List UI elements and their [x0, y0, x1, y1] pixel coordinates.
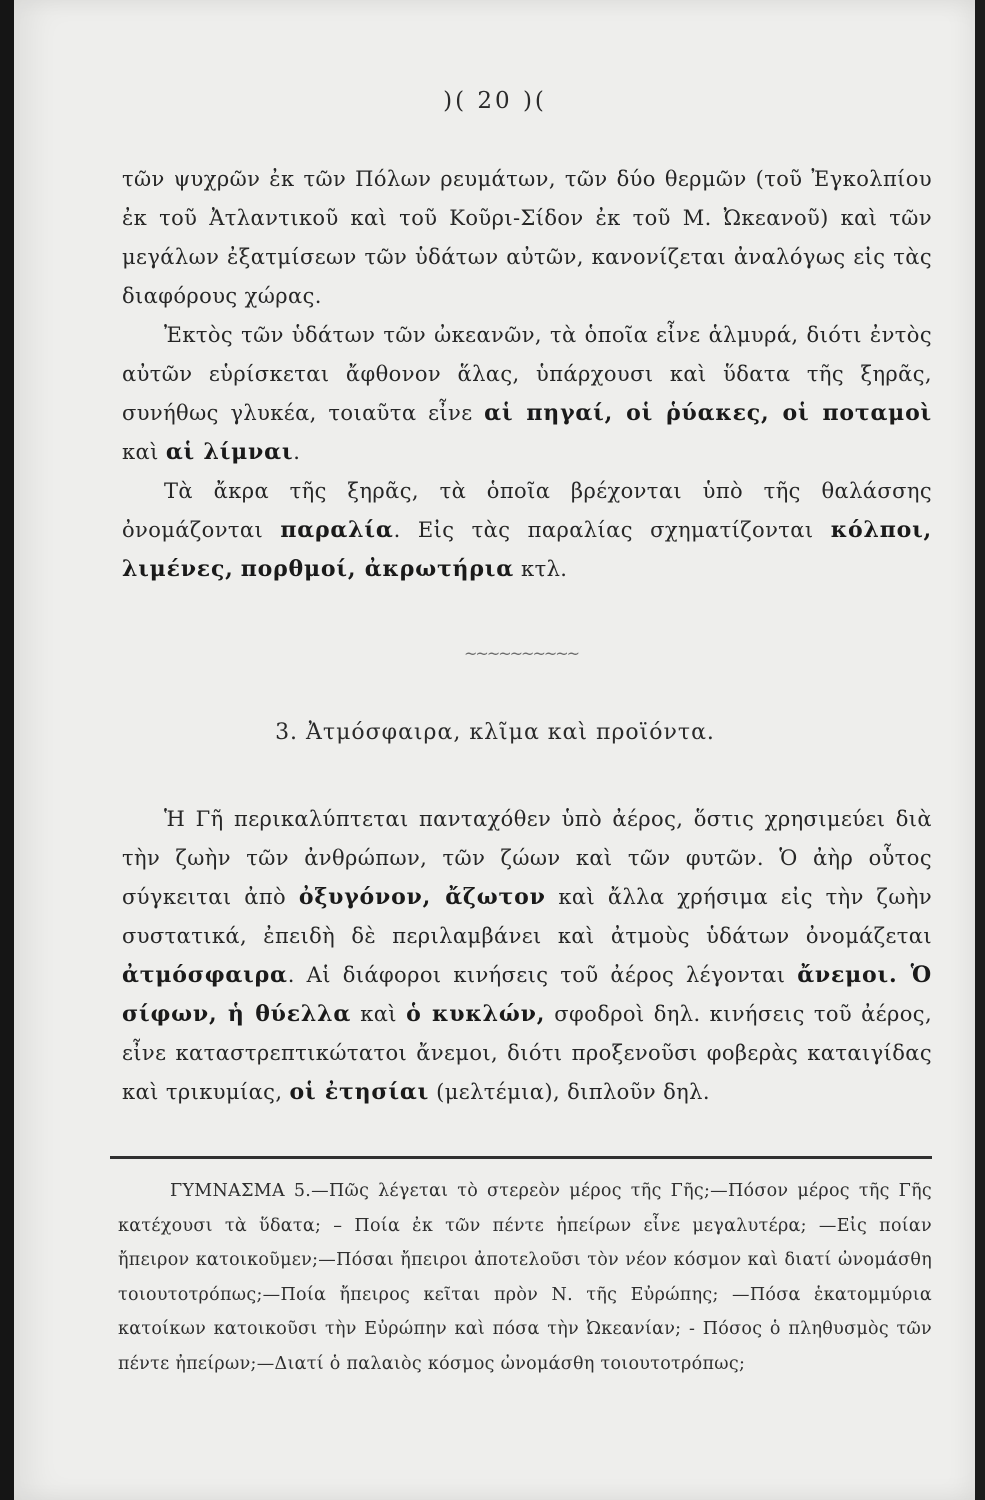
text-fragment: κτλ. — [521, 557, 568, 581]
text-fragment: . Εἰς τὰς παραλίας σχηματίζονται — [393, 518, 814, 542]
text-fragment: . — [293, 440, 301, 464]
paragraph-atmosphere — [122, 800, 932, 1112]
page-number: )( 20 )( — [443, 88, 547, 114]
bold-term-winds: ἄνεμοι. Ὁ σίφων, ἡ θύελλα — [122, 962, 933, 1027]
bold-term-straits-capes: πορθμοί, ἀκρωτήρια — [240, 556, 514, 582]
text-fragment: . Αἱ διάφοροι κινήσεις τοῦ ἀέρος λέγονται — [287, 963, 786, 987]
bold-term-lakes: αἱ λίμναι — [165, 439, 294, 465]
text-fragment: καὶ ἄλλα χρήσιμα εἰς τὴν ζωὴν συστατικά, ἐπειδὴ δὲ περιλαμβάνει καὶ ἀτμοὺς ὑδάτων ὀνομάζεται — [122, 885, 932, 948]
ornament-divider: ~~~~~~~~~~ — [464, 644, 579, 663]
scan-edge — [975, 0, 985, 1500]
bold-term-springs-rivers: αἱ πηγαί, οἱ ῥύακες, οἱ ποταμοὶ — [484, 400, 932, 426]
paragraph-block-atmosphere — [122, 800, 932, 1112]
book-page — [14, 0, 976, 1500]
text-fragment: καὶ — [360, 1002, 397, 1026]
bold-term-etesians: οἱ ἐτησίαι — [289, 1079, 430, 1105]
footnote-rule — [110, 1156, 932, 1159]
paragraph-coasts — [122, 472, 932, 589]
bold-term-coast: παραλία — [280, 517, 394, 543]
paragraph-block-waters — [122, 160, 932, 589]
text-fragment: Ἐκτὸς τῶν ὑδάτων τῶν ὠκεανῶν, τὰ ὁποῖα εἶνε ἁλμυρά, διότι ἐντὸς αὐτῶν εὑρίσκεται ἄφθονον ἅλας, ὑπάρχουσι καὶ ὕδατα τῆς ξηρᾶς, συνήθως γλυκέα, τοιαῦτα εἶνε — [122, 323, 932, 425]
text-fragment: (μελτέμια), διπλοῦν δηλ. — [436, 1080, 710, 1104]
text-fragment: Ἡ Γῆ περικαλύπτεται πανταχόθεν ὑπὸ ἀέρος, ὅστις χρησιμεύει διὰ τὴν ζωὴν τῶν ἀνθρώπων, τῶν ζώων καὶ τῶν φυτῶν. Ὁ ἀὴρ οὗτος σύγκειται ἀπὸ — [122, 807, 932, 909]
bold-term-gulfs-harbors: κόλποι, λιμένες, — [122, 517, 932, 582]
section-heading: 3. Ἀτμόσφαιρα, κλῖμα καὶ προϊόντα. — [275, 720, 715, 745]
bold-term-atmosphere: ἀτμόσφαιρα — [122, 962, 288, 988]
paragraph-currents: τῶν ψυχρῶν ἐκ τῶν Πόλων ρευμάτων, τῶν δύο θερμῶν (τοῦ Ἐγκολπίου ἐκ τοῦ Ἀτλαντικοῦ καὶ τοῦ Κοῦρι-Σίδον ἐκ τοῦ Μ. Ὠκεανοῦ) καὶ τῶν μεγάλων ἐξατμίσεων τῶν ὑδάτων αὐτῶν, κανονίζεται ἀναλόγως εἰς τὰς διαφόρους χώρας. — [122, 167, 932, 308]
paragraph-fresh-waters — [122, 316, 932, 472]
text-fragment: σφοδροὶ δηλ. κινήσεις τοῦ ἀέρος, εἶνε καταστρεπτικώτατοι ἄνεμοι, διότι προξενοῦσι φοβερὰς καταιγίδας καὶ τρικυμίας, — [122, 1002, 933, 1104]
exercise-footnote — [118, 1174, 932, 1381]
text-fragment: καὶ — [122, 440, 159, 464]
bold-term-cyclone: ὁ κυκλών, — [406, 1001, 546, 1027]
exercise-text: ΓΥΜΝΑΣΜΑ 5.—Πῶς λέγεται τὸ στερεὸν μέρος τῆς Γῆς;—Πόσον μέρος τῆς Γῆς κατέχουσι τὰ ὕδατα; – Ποία ἐκ τῶν πέντε ἠπείρων εἶνε μεγαλυτέρα; —Εἰς ποίαν ἤπειρον κατοικοῦμεν;—Πόσαι ἤπειροι ἀποτελοῦσι τὸν νέον κόσμον καὶ διατί ὠνομάσθη τοιουτοτρόπως;—Ποία ἤπειρος κεῖται πρὸν Ν. τῆς Εὐρώπης; —Πόσα ἑκατομμύρια κατοίκων κατοικοῦσι τὴν Εὐρώπην καὶ πόσα τὴν Ὠκεανίαν; - Πόσος ὁ πληθυσμὸς τῶν πέντε ἠπείρων;—Διατί ὁ παλαιὸς κόσμος ὠνομάσθη τοιουτοτρόπως; — [118, 1181, 932, 1374]
bold-term-oxygen-nitrogen: ὀξυγόνον, ἄζωτον — [298, 884, 546, 910]
text-fragment: Τὰ ἄκρα τῆς ξηρᾶς, τὰ ὁποῖα βρέχονται ὑπὸ τῆς θαλάσσης ὀνομάζονται — [122, 479, 932, 542]
